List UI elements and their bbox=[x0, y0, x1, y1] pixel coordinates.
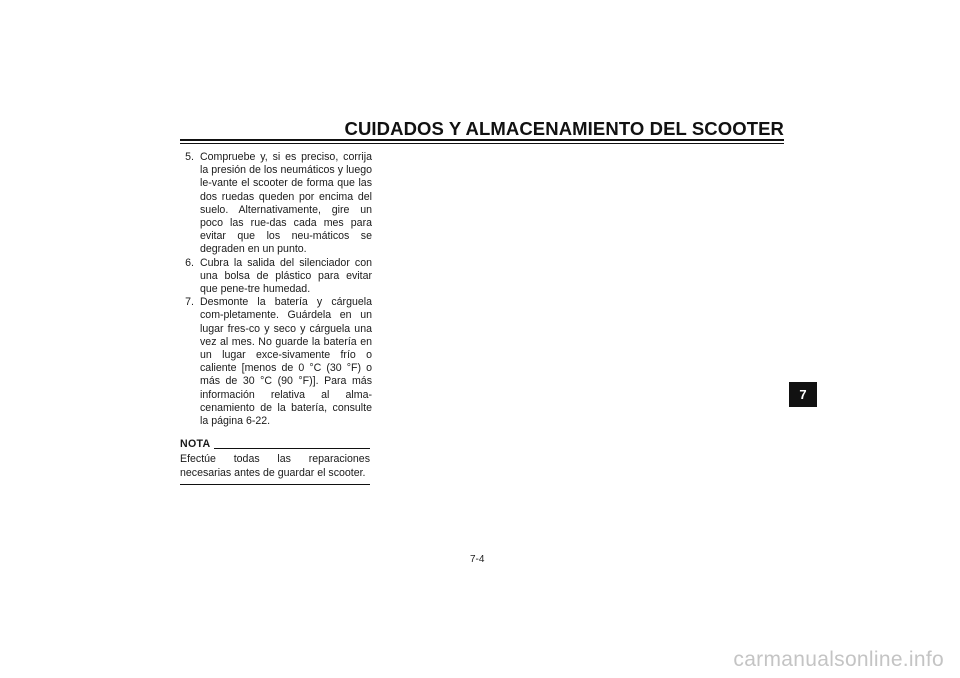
step-text: Desmonte la batería y cárguela com-pletamente. Guárdela en un lugar fres-co y seco y cárguela una vez al mes. No guarde la batería en un lugar exce-sivamente frío o caliente [menos de 0 °C (30 °F) o más de 30 °C (90 °F)]. Para más información relativa al alma-cenamiento de la batería, consulte la página 6-22. bbox=[200, 296, 372, 428]
main-content bbox=[180, 151, 372, 485]
step-number: 5. bbox=[185, 151, 194, 163]
note-header-rule bbox=[214, 448, 370, 449]
note-header bbox=[180, 438, 370, 451]
header-divider-thin bbox=[180, 143, 784, 144]
list-item-step-7 bbox=[180, 296, 372, 428]
note-box bbox=[180, 438, 370, 485]
watermark: carmanualsonline.info bbox=[733, 648, 944, 671]
chapter-tab: 7 bbox=[789, 382, 817, 407]
note-title: NOTA bbox=[180, 438, 211, 451]
note-bottom-rule bbox=[180, 484, 370, 485]
step-text: Compruebe y, si es preciso, corrija la presión de los neumáticos y luego le-vante el scooter de forma que las dos ruedas queden por encima del suelo. Alternativamente, gire un poco las rue-das cada mes para evitar que los neu-máticos se degraden en un punto. bbox=[200, 151, 372, 256]
note-text: Efectúe todas las reparaciones necesarias antes de guardar el scooter. bbox=[180, 453, 370, 479]
step-text: Cubra la salida del silenciador con una bolsa de plástico para evitar que pene-tre humedad. bbox=[200, 256, 372, 296]
header-divider-thick bbox=[180, 139, 784, 141]
page-number: 7-4 bbox=[470, 554, 485, 565]
step-number: 7. bbox=[185, 296, 194, 309]
page-title: CUIDADOS Y ALMACENAMIENTO DEL SCOOTER bbox=[344, 118, 784, 139]
list-item-step-6 bbox=[180, 257, 372, 297]
list-item-step-5 bbox=[180, 151, 372, 257]
step-number: 6. bbox=[185, 256, 194, 269]
